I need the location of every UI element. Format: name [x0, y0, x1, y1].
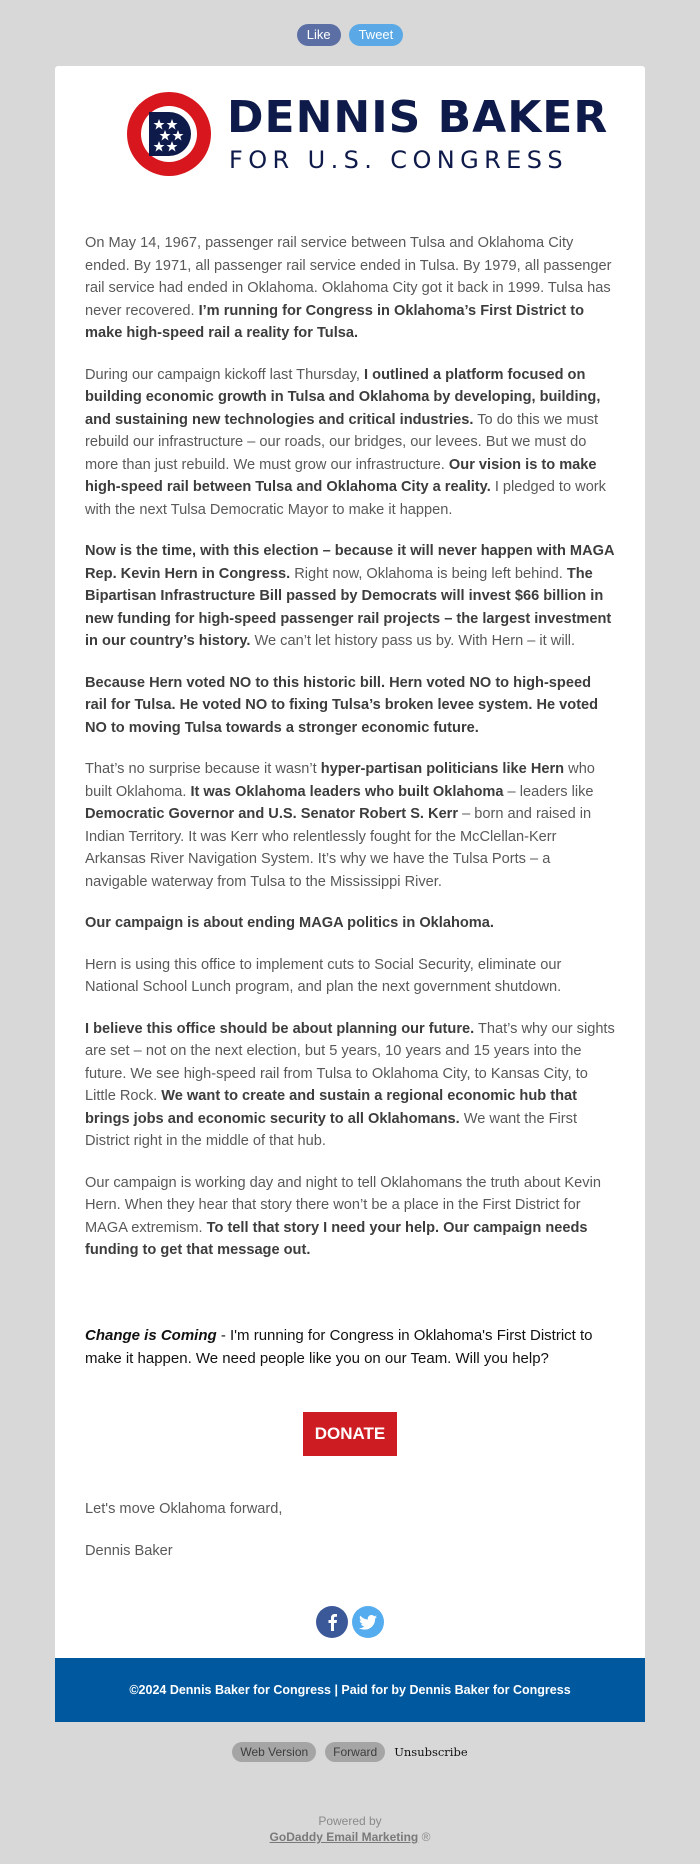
- facebook-icon[interactable]: [316, 1606, 348, 1638]
- paragraph: Hern is using this office to implement cuts to Social Security, eliminate our National School Lunch program, and plan the next government shutdown.: [85, 956, 562, 995]
- donate-button[interactable]: DONATE: [303, 1412, 397, 1456]
- twitter-icon[interactable]: [352, 1606, 384, 1638]
- paragraph: Now is the time, with this election – because it will never happen with MAGA Rep. Kevin Hern in Congress. Right now, Oklahoma is being left behind. The Bipartisan Infrastructure Bill passed by Democrats will invest $66 billion in new funding for high-speed passenger rail projects – the largest investment in our country’s history. We can’t let history pass us by. With Hern – it will.: [85, 543, 614, 649]
- email-card: [55, 66, 645, 1722]
- paragraph: I believe this office should be about planning our future. That’s why our sights are set – not on the next election, but 5 years, 10 years and 15 years into the future. We see high-speed rail from Tulsa to Oklahoma City, to Kansas City, to Little Rock. We want to create and sustain a regional economic hub that brings jobs and economic security to all Oklahomans. We want the First District right in the middle of that hub.: [85, 1020, 615, 1149]
- social-icons: [55, 1606, 645, 1638]
- signoff-line: Let's move Oklahoma forward,: [85, 1501, 283, 1517]
- logo-subtitle: FOR U.S. CONGRESS: [229, 146, 568, 174]
- signoff: [85, 1498, 282, 1582]
- powered-by-label: Powered by: [318, 1814, 382, 1828]
- logo-name: DENNIS BAKER: [227, 92, 609, 143]
- facebook-like-button[interactable]: Like: [297, 24, 341, 46]
- paragraph: That’s no surprise because it wasn’t hyper-partisan politicians like Hern who built Oklahoma. It was Oklahoma leaders who built Oklahoma – leaders like Democratic Governor and U.S. Senator Robert S. Kerr – born and raised in Indian Territory. It was Kerr who relentlessly fought for the McClellan-Kerr Arkansas River Navigation System. It’s why we have the Tulsa Ports – a navigable waterway from Tulsa to the Mississippi River.: [85, 761, 595, 890]
- powered-by: [0, 1813, 700, 1845]
- paragraph: On May 14, 1967, passenger rail service between Tulsa and Oklahoma City ended. By 1971, all passenger rail service ended in Tulsa. By 1979, all passenger rail service had ended in Oklahoma. Oklahoma City got it back in 1999. Tulsa has never recovered. I’m running for Congress in Oklahoma’s First District to make high-speed rail a reality for Tulsa.: [85, 235, 612, 341]
- email-links: [0, 1742, 700, 1762]
- godaddy-link[interactable]: GoDaddy Email Marketing: [269, 1830, 419, 1844]
- tweet-button[interactable]: Tweet: [349, 24, 404, 46]
- forward-link[interactable]: Forward: [325, 1742, 385, 1762]
- social-share-bar: [0, 24, 700, 46]
- web-version-link[interactable]: Web Version: [232, 1742, 316, 1762]
- paragraph: Our campaign is about ending MAGA politics in Oklahoma.: [85, 915, 494, 931]
- email-body: [85, 232, 615, 1281]
- footer-text: ©2024 Dennis Baker for Congress | Paid for by Dennis Baker for Congress: [129, 1683, 571, 1697]
- signature: Dennis Baker: [85, 1543, 173, 1559]
- logo-emblem: [127, 92, 211, 176]
- paragraph: Our campaign is working day and night to tell Oklahomans the truth about Kevin Hern. When they hear that story there won’t be a place in the First District for MAGA extremism. To tell that story I need your help. Our campaign needs funding to get that message out.: [85, 1174, 601, 1258]
- stars-d-icon: [139, 104, 199, 164]
- paragraph: During our campaign kickoff last Thursday, I outlined a platform focused on building economic growth in Tulsa and Oklahoma by developing, building, and sustaining new technologies and critical industries. To do this we must rebuild our infrastructure – our roads, our bridges, our levees. But we must do more than just rebuild. We must grow our infrastructure. Our vision is to make high-speed rail between Tulsa and Oklahoma City a reality. I pledged to work with the next Tulsa Democratic Mayor to make it happen.: [85, 366, 606, 518]
- registered-mark: ®: [418, 1830, 431, 1844]
- campaign-logo: [127, 88, 609, 180]
- footer-bar: [55, 1658, 645, 1722]
- paragraph: Because Hern voted NO to this historic bill. Hern voted NO to high-speed rail for Tulsa. He voted NO to fixing Tulsa’s broken levee system. He voted NO to moving Tulsa towards a stronger economic future.: [85, 674, 599, 736]
- call-to-action: Change is Coming - I'm running for Congress in Oklahoma's First District to make it happen. We need people like you on our Team. Will you help?: [85, 1327, 593, 1367]
- unsubscribe-link[interactable]: Unsubscribe: [394, 1745, 468, 1759]
